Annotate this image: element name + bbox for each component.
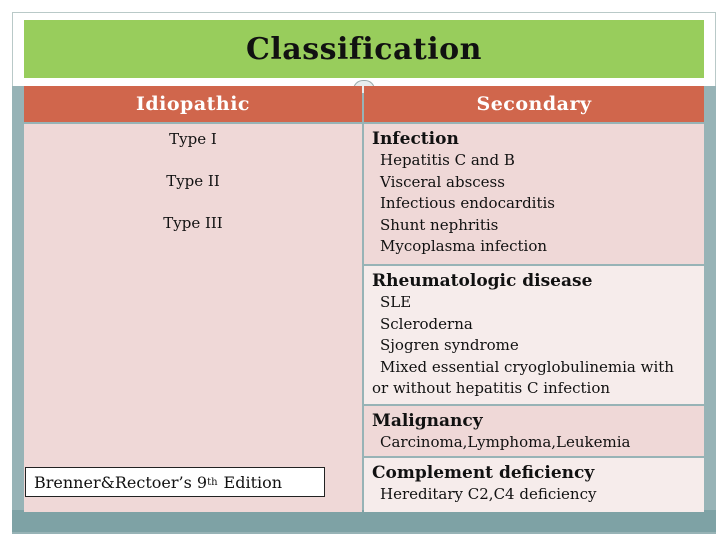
list-item: Mixed essential cryoglobulinemia with (380, 357, 674, 376)
citation-box (25, 467, 325, 497)
idiopathic-type: Type III (163, 214, 223, 232)
idiopathic-column (24, 124, 362, 512)
list-item: Sjogren syndrome (380, 336, 519, 354)
list-item: Infectious endocarditis (380, 194, 556, 212)
list-item: SLE (380, 293, 412, 311)
cell-rheumatologic (364, 266, 704, 404)
list-item: Visceral abscess (380, 172, 505, 191)
idiopathic-type: Type II (166, 172, 220, 190)
citation-text: Brenner&Rectoer’s 9 (34, 472, 208, 492)
list-item-continuation: or without hepatitis C infection (372, 379, 611, 397)
citation-superscript: th (207, 476, 218, 488)
category-title: Infection (372, 129, 459, 149)
cell-malignancy (364, 406, 704, 456)
idiopathic-type: Type I (169, 130, 217, 148)
category-title: Malignancy (372, 411, 483, 431)
category-title: Complement deficiency (372, 463, 595, 483)
classification-table (24, 86, 704, 514)
list-item: Hereditary C2,C4 deficiency (380, 485, 597, 503)
slide-title: Classification (246, 31, 482, 67)
list-item: Shunt nephritis (380, 215, 499, 234)
cell-infection (364, 124, 704, 264)
list-item: Scleroderna (380, 314, 473, 333)
category-title: Rheumatologic disease (372, 271, 593, 291)
list-item: Mycoplasma infection (380, 237, 548, 255)
header-secondary: Secondary (364, 86, 704, 122)
header-idiopathic: Idiopathic (24, 86, 362, 122)
idiopathic-list (24, 130, 362, 256)
cell-complement (364, 458, 704, 512)
title-bar (24, 20, 704, 78)
list-item: Hepatitis C and B (380, 151, 515, 169)
list-item: Carcinoma,Lymphoma,Leukemia (380, 433, 631, 451)
citation-suffix: Edition (223, 472, 283, 492)
